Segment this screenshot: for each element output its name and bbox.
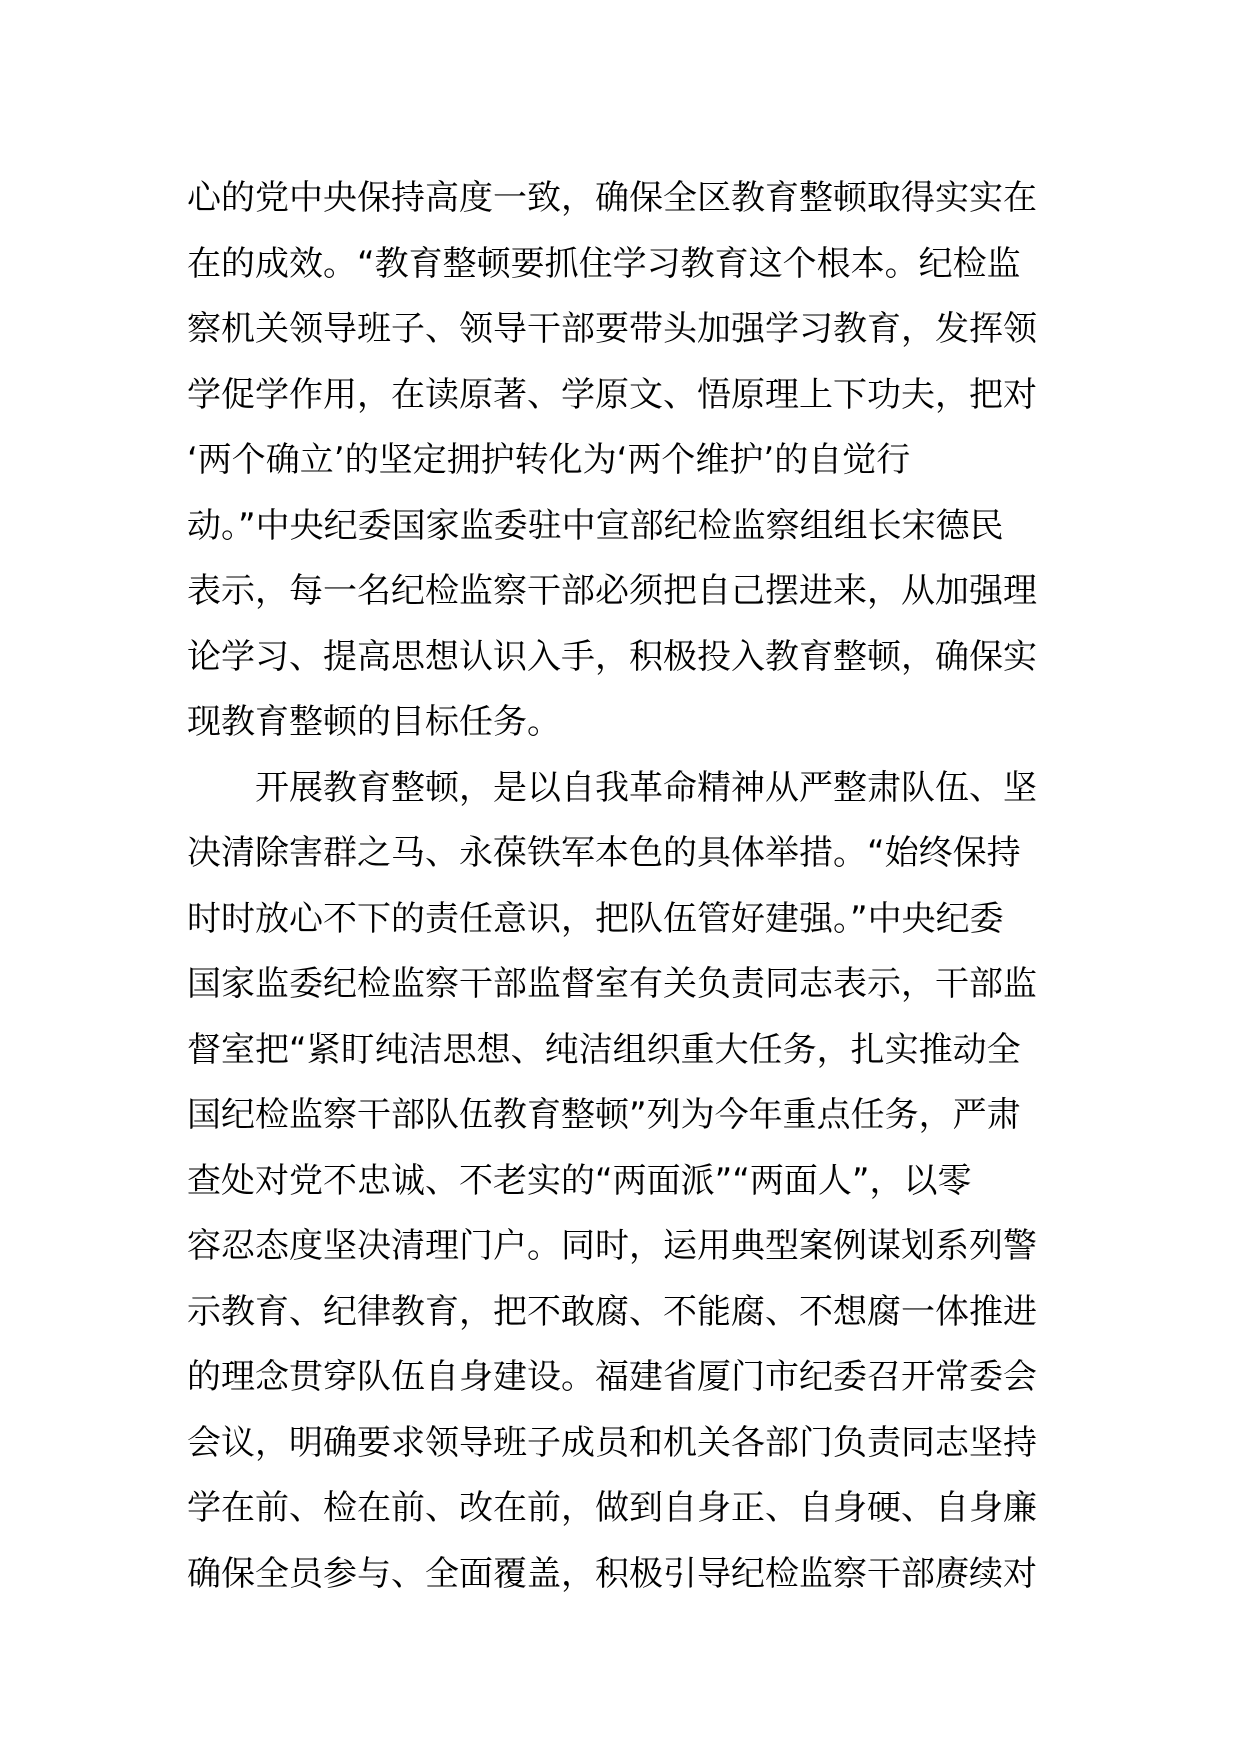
- text-line: 动。”中央纪委国家监委驻中宣部纪检监察组组长宋德民: [187, 505, 1004, 546]
- text-line: 督室把“紧盯纯洁思想、纯洁组织重大任务，扎实推动全: [187, 1029, 1021, 1070]
- text-line: 容忍态度坚决清理门户。同时，运用典型案例谋划系列警: [187, 1226, 1037, 1266]
- text-line: 现教育整顿的目标任务。: [187, 702, 561, 742]
- text-line: 表示，每一名纪检监察干部必须把自己摆进来，从加强理: [187, 571, 1037, 611]
- text-line: ‘两个确立’的坚定拥护转化为‘两个维护’的自觉行: [187, 440, 911, 480]
- text-line: 的理念贯穿队伍自身建设。福建省厦门市纪委召开常委会: [187, 1357, 1037, 1397]
- text-line: 国纪检监察干部队伍教育整顿”列为今年重点任务，严肃: [187, 1095, 1021, 1135]
- text-line: 国家监委纪检监察干部监督室有关负责同志表示，干部监: [187, 964, 1037, 1004]
- text-line: 示教育、纪律教育，把不敢腐、不能腐、不想腐一体推进: [187, 1291, 1037, 1332]
- text-line: 决清除害群之马、永葆铁军本色的具体举措。“始终保持: [187, 833, 1021, 873]
- text-line: 查处对党不忠诚、不老实的“两面派”“两面人”，以零: [187, 1160, 972, 1201]
- text-line: 在的成效。“教育整顿要抓住学习教育这个根本。纪检监: [187, 243, 1021, 284]
- text-line: 确保全员参与、全面覆盖，积极引导纪检监察干部赓续对: [187, 1553, 1037, 1594]
- text-line: 学在前、检在前、改在前，做到自身正、自身硬、自身廉: [187, 1488, 1037, 1528]
- text-line: 论学习、提高思想认识入手，积极投入教育整顿，确保实: [187, 636, 1037, 677]
- text-line: 心的党中央保持高度一致，确保全区教育整顿取得实实在: [187, 178, 1037, 218]
- paragraph-start-line: 开展教育整顿，是以自我革命精神从严整肃队伍、坚: [255, 767, 1037, 808]
- text-line: 会议，明确要求领导班子成员和机关各部门负责同志坚持: [187, 1422, 1037, 1463]
- body-text: [187, 166, 1067, 1607]
- text-line: 学促学作用，在读原著、学原文、悟原理上下功夫，把对: [187, 374, 1037, 415]
- text-line: 察机关领导班子、领导干部要带头加强学习教育，发挥领: [187, 309, 1037, 349]
- text-line: 时时放心不下的责任意识，把队伍管好建强。”中央纪委: [187, 898, 1004, 939]
